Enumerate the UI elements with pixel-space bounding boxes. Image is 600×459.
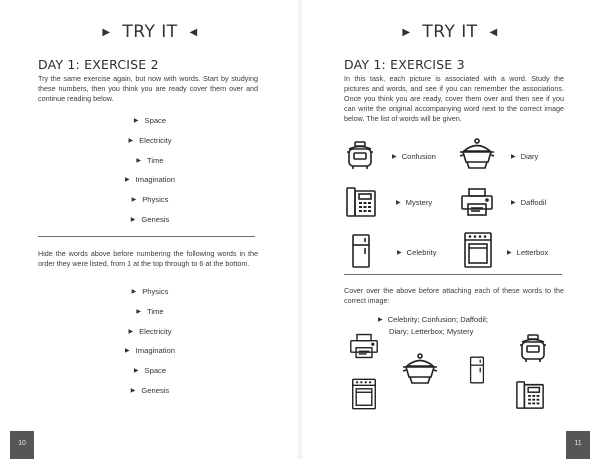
bullet-arrow-icon: ▶ — [378, 317, 383, 323]
instruction-paragraph-right: Cover over the above before attaching each of these words to the correct image: — [344, 286, 564, 305]
intro-paragraph: Try the same exercise again, but now with words. Start by studying these numbers, then you think you are ready cover them over and continue reading below. — [38, 74, 258, 103]
answer-word-list — [378, 314, 488, 337]
list-item: ▶ Imagination — [125, 175, 175, 185]
triangle-left-icon: ◀ — [189, 27, 198, 38]
bullet-arrow-icon: ▶ — [130, 387, 136, 394]
word-list-line-1: ▶ Celebrity; Confusion; Daffodil; — [378, 315, 488, 324]
list-item: ▶ Genesis — [130, 385, 170, 395]
list-item: ▶ Genesis — [130, 214, 170, 224]
bullet-arrow-icon: ▶ — [136, 157, 142, 164]
bullet-arrow-icon: ▶ — [133, 118, 139, 124]
pressure-cooker-icon — [345, 140, 375, 170]
bullet-arrow-icon: ▶ — [125, 348, 130, 355]
list-item: ▶ Time — [136, 155, 164, 165]
list-item: ▶ Imagination — [125, 346, 175, 356]
pair-word-celebrity: ▶ Celebrity — [397, 248, 437, 257]
divider-right — [344, 274, 562, 275]
pressure-cooker-icon — [518, 333, 548, 363]
printer-icon — [349, 333, 379, 359]
book-gutter — [296, 0, 304, 459]
oven-icon — [351, 378, 377, 410]
try-it-title: TRY IT — [422, 22, 478, 42]
bullet-arrow-icon: ▶ — [392, 154, 397, 160]
printer-icon — [460, 188, 494, 216]
intro-paragraph-right: In this task, each picture is associated with a word. Study the pictures and words, and see if you can remember the associations. Once you think you are ready, cover them over and then see if you can write the original accompanying word next to the correct image below. The list of words will be given. — [344, 74, 564, 123]
shuffled-word-list — [0, 287, 300, 406]
bullet-arrow-icon: ▶ — [125, 177, 130, 184]
divider — [38, 236, 255, 237]
steamer-pot-icon — [458, 138, 496, 172]
try-it-header-right — [300, 22, 600, 42]
list-item: ▶ Space — [133, 116, 167, 125]
bullet-arrow-icon: ▶ — [136, 308, 142, 315]
bullet-arrow-icon: ▶ — [507, 250, 512, 256]
bullet-arrow-icon: ▶ — [131, 289, 137, 295]
list-item: ▶ Electricity — [128, 326, 172, 336]
bullet-arrow-icon: ▶ — [511, 200, 516, 206]
page-number-right: 11 — [566, 431, 590, 459]
list-item: ▶ Time — [136, 306, 164, 316]
triangle-left-icon: ◀ — [489, 27, 498, 38]
steamer-pot-icon — [401, 353, 439, 387]
try-it-header — [0, 22, 300, 42]
bullet-arrow-icon: ▶ — [128, 137, 134, 144]
pair-word-daffodil: ▶ Daffodil — [511, 198, 547, 207]
bullet-arrow-icon: ▶ — [511, 154, 516, 160]
bullet-arrow-icon: ▶ — [128, 328, 134, 335]
exercise-title: DAY 1: EXERCISE 2 — [38, 57, 159, 72]
list-item: ▶ Physics — [131, 287, 169, 296]
page-number: 10 — [10, 431, 34, 459]
bullet-arrow-icon: ▶ — [397, 250, 402, 256]
pair-word-confusion: ▶ Confusion — [392, 152, 436, 161]
list-item: ▶ Space — [133, 366, 167, 376]
word-list — [0, 116, 300, 235]
refrigerator-icon — [469, 355, 485, 385]
exercise-title-right: DAY 1: EXERCISE 3 — [344, 57, 465, 72]
word-list-line-2: Diary; Letterbox; Mystery — [389, 327, 474, 336]
list-item: ▶ Electricity — [128, 135, 172, 145]
try-it-title: TRY IT — [122, 22, 178, 42]
pair-word-mystery: ▶ Mystery — [396, 198, 433, 207]
pair-word-letterbox: ▶ Letterbox — [507, 248, 549, 257]
triangle-right-icon: ▶ — [102, 27, 111, 38]
bullet-arrow-icon: ▶ — [133, 368, 139, 375]
bullet-arrow-icon: ▶ — [131, 197, 137, 204]
telephone-icon — [515, 380, 545, 410]
pair-word-diary: ▶ Diary — [511, 152, 539, 161]
instruction-paragraph: Hide the words above before numbering the following words in the order they were listed, from 1 at the top through to 6 at the bottom. — [38, 249, 258, 268]
bullet-arrow-icon: ▶ — [130, 216, 136, 223]
list-item: ▶ Physics — [131, 195, 169, 205]
bullet-arrow-icon: ▶ — [396, 200, 401, 206]
telephone-icon — [345, 186, 377, 218]
oven-icon — [463, 232, 493, 268]
triangle-right-icon: ▶ — [402, 27, 411, 38]
refrigerator-icon — [351, 234, 371, 268]
